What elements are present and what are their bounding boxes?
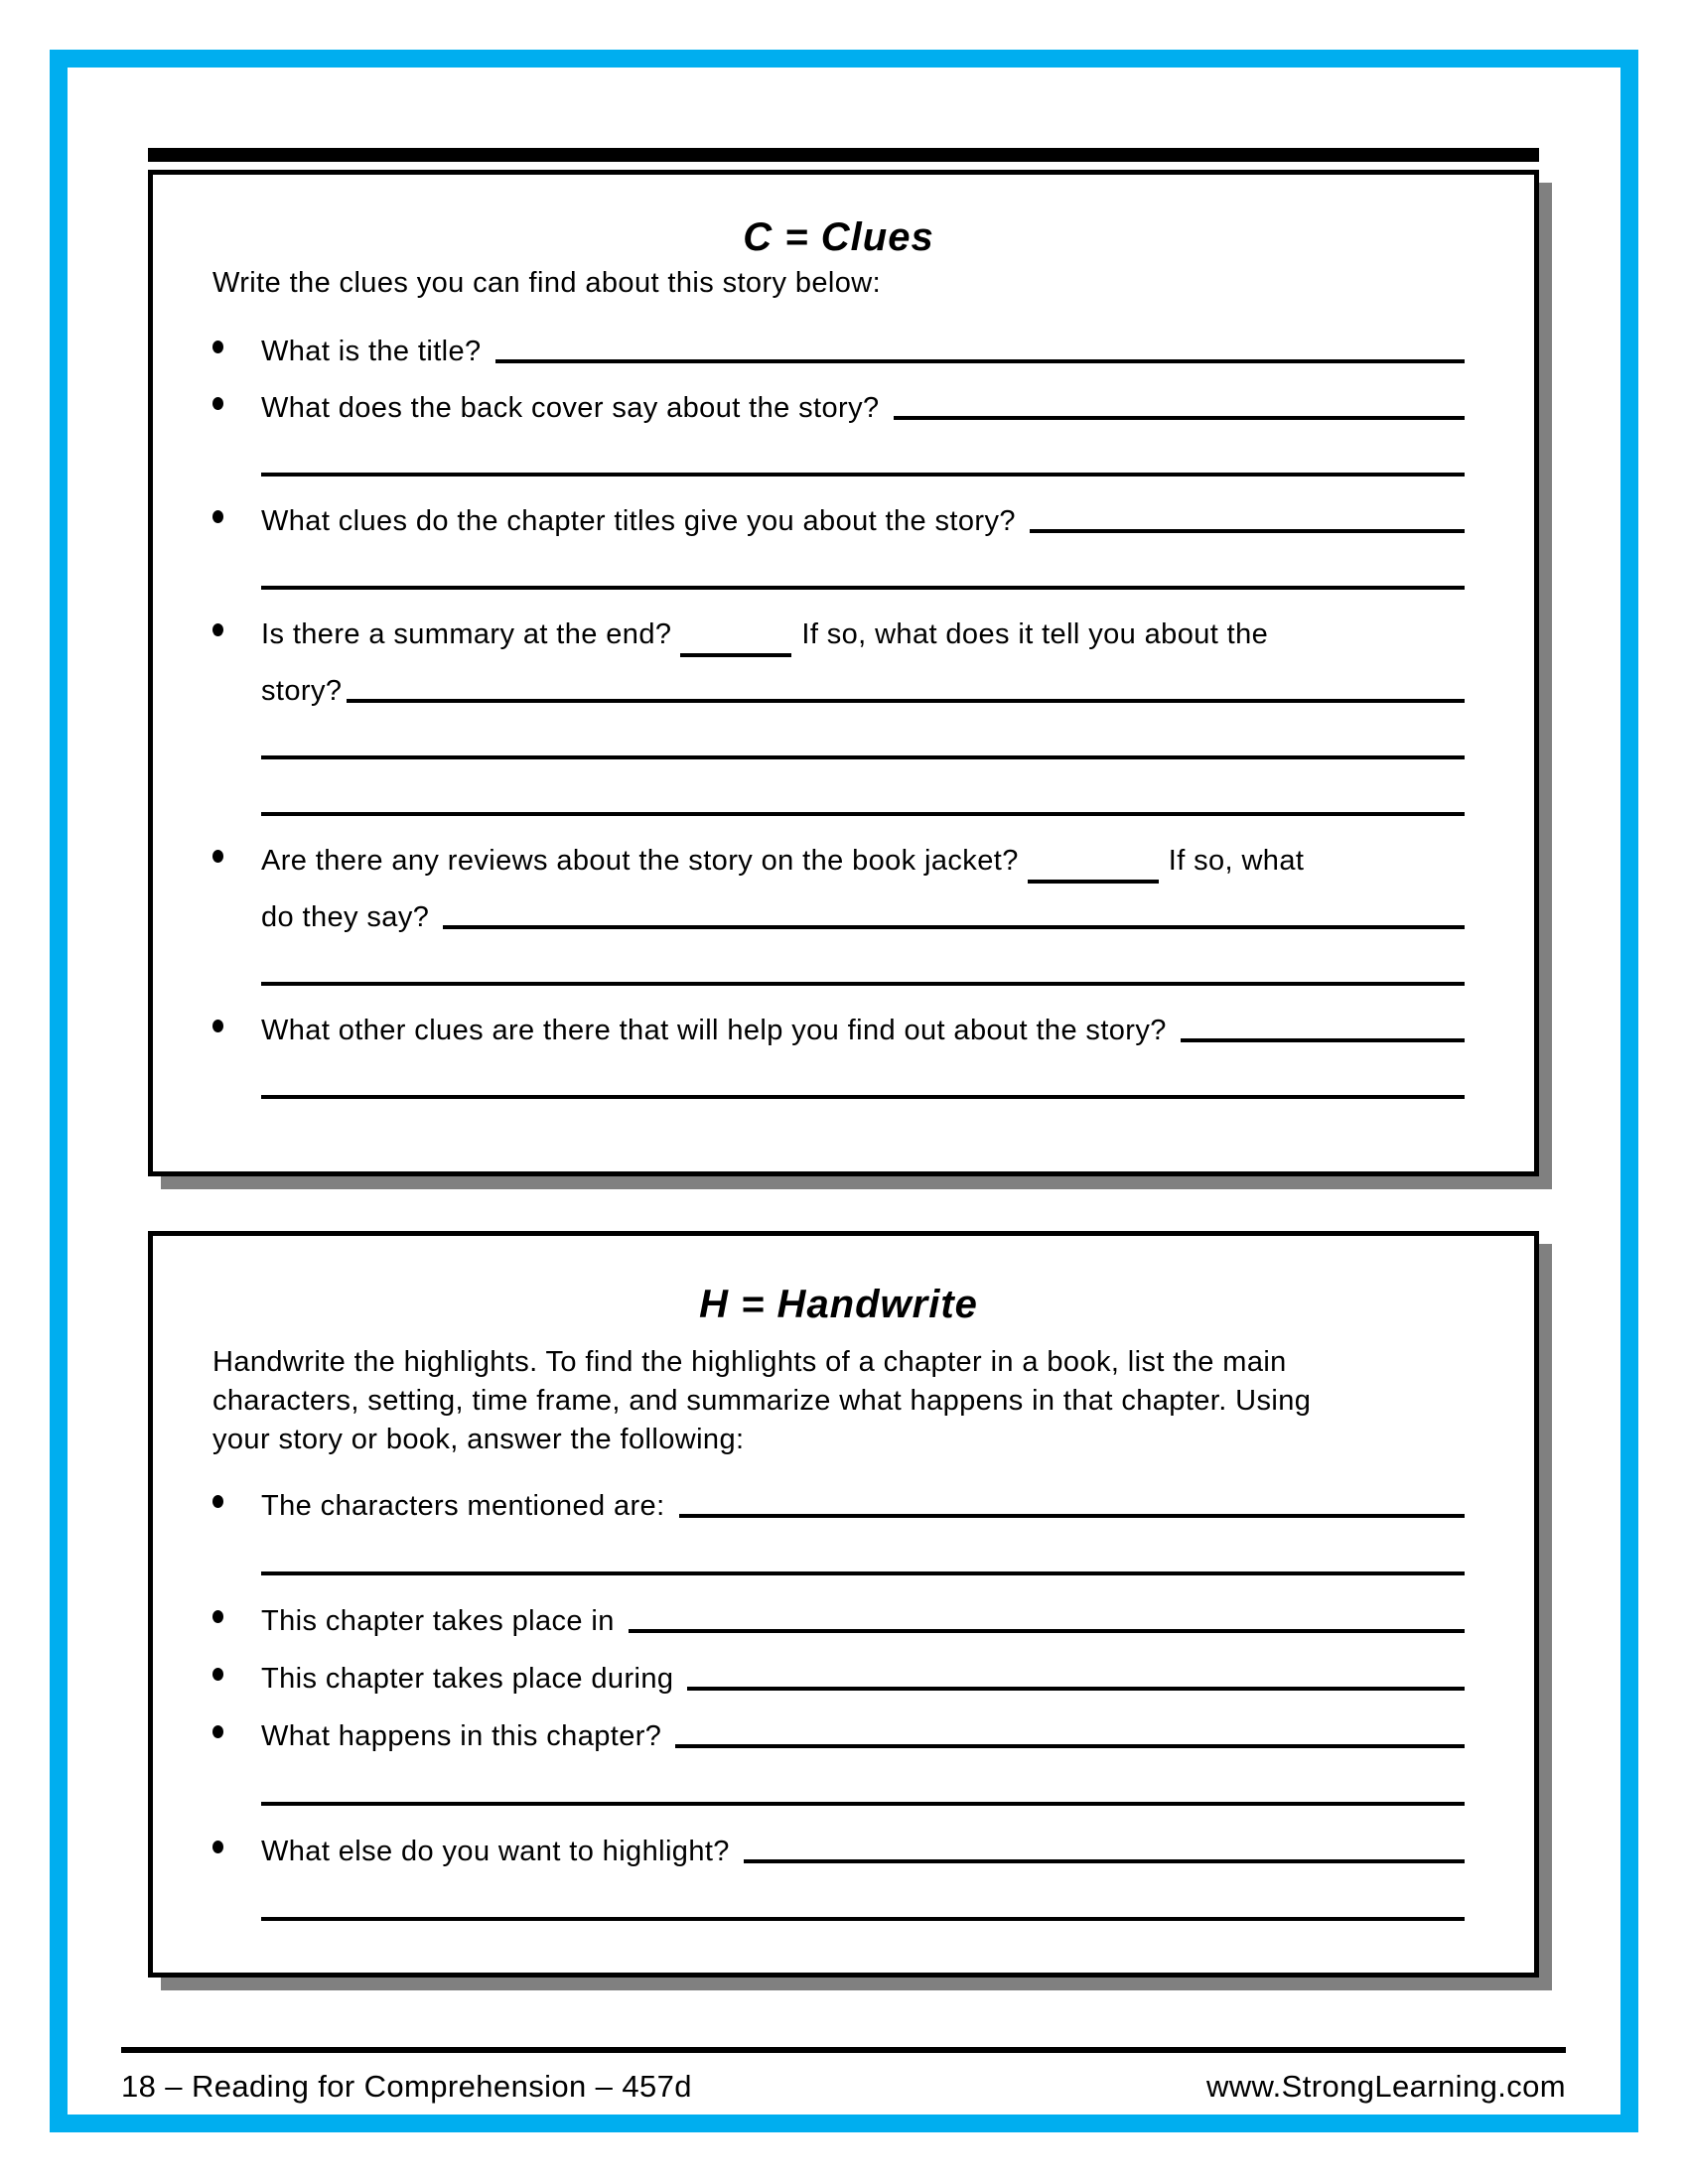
question-row-back-cover	[212, 374, 1465, 431]
answer-continuation-row	[212, 544, 1465, 601]
question-row-other-clues	[212, 997, 1465, 1053]
answer-line[interactable]	[261, 755, 1465, 759]
answer-line[interactable]	[261, 1095, 1465, 1099]
question-label: What happens in this chapter?	[261, 1720, 662, 1752]
answer-line[interactable]	[687, 1687, 1465, 1691]
intro-line: your story or book, answer the following:	[212, 1424, 745, 1455]
answer-continuation-row	[212, 714, 1465, 770]
answer-line[interactable]	[261, 473, 1465, 477]
bullet-icon	[212, 1610, 261, 1644]
answer-line[interactable]	[261, 982, 1465, 986]
footer	[121, 2069, 1566, 2105]
footer-divider	[121, 2047, 1566, 2053]
answer-line[interactable]	[261, 812, 1465, 816]
question-row-reviews	[212, 827, 1465, 884]
answer-continuation-row	[212, 1053, 1465, 1110]
question-label-continued: If so, what does it tell you about the	[801, 618, 1269, 650]
answer-line[interactable]	[443, 925, 1465, 929]
answer-line[interactable]	[261, 586, 1465, 590]
answer-line[interactable]	[261, 1917, 1465, 1921]
answer-line[interactable]	[629, 1629, 1465, 1633]
bullet-icon	[212, 341, 261, 374]
question-row-happens	[212, 1702, 1465, 1759]
answer-continuation-row	[212, 1529, 1465, 1586]
question-row-title	[212, 318, 1465, 374]
handwrite-section	[148, 1231, 1539, 1978]
handwrite-section-intro	[212, 1343, 1465, 1459]
footer-website-link[interactable]: www.StrongLearning.com	[1205, 2069, 1566, 2104]
bullet-icon	[212, 1668, 261, 1702]
question-label-continued: If so, what	[1168, 845, 1305, 877]
clues-question-list	[212, 318, 1465, 1110]
question-label: What clues do the chapter titles give you about the story?	[261, 505, 1016, 537]
intro-line: Handwrite the highlights. To find the highlights of a chapter in a book, list the main	[212, 1346, 1287, 1378]
question-label: What is the title?	[261, 336, 482, 367]
answer-line[interactable]	[261, 1802, 1465, 1806]
question-row-summary	[212, 601, 1465, 657]
answer-line[interactable]	[744, 1859, 1465, 1863]
question-label: Are there any reviews about the story on the book jacket?	[261, 845, 1019, 877]
clues-section	[148, 170, 1539, 1176]
answer-line[interactable]	[347, 699, 1465, 703]
bullet-icon	[212, 1725, 261, 1759]
handwrite-question-list	[212, 1471, 1465, 1932]
answer-line[interactable]	[675, 1744, 1465, 1748]
answer-continuation-row	[212, 1874, 1465, 1932]
answer-line[interactable]	[679, 1514, 1465, 1518]
question-label: This chapter takes place during	[261, 1663, 674, 1695]
short-answer-line[interactable]	[680, 653, 791, 657]
bullet-icon	[212, 623, 261, 657]
footer-page-info: 18 – Reading for Comprehension – 457d	[121, 2069, 692, 2104]
question-label: story?	[261, 675, 343, 707]
question-row-summary-continuation	[212, 657, 1465, 714]
answer-line[interactable]	[894, 416, 1466, 420]
question-row-chapter-titles	[212, 487, 1465, 544]
question-label: do they say?	[261, 901, 430, 933]
bullet-icon	[212, 510, 261, 544]
question-label: Is there a summary at the end?	[261, 618, 672, 650]
answer-line[interactable]	[495, 359, 1465, 363]
top-black-bar	[148, 148, 1539, 162]
handwrite-section-title: H = Handwrite	[699, 1283, 978, 1326]
answer-continuation-row	[212, 431, 1465, 487]
question-row-else-highlight	[212, 1817, 1465, 1874]
bullet-icon	[212, 850, 261, 884]
question-label: What other clues are there that will help you find out about the story?	[261, 1015, 1167, 1046]
question-row-characters	[212, 1471, 1465, 1529]
bullet-icon	[212, 1020, 261, 1053]
answer-continuation-row	[212, 1759, 1465, 1817]
question-row-place-during	[212, 1644, 1465, 1702]
answer-line[interactable]	[1030, 529, 1465, 533]
bullet-icon	[212, 1495, 261, 1529]
clues-section-title: C = Clues	[743, 215, 934, 259]
question-label: What else do you want to highlight?	[261, 1836, 730, 1867]
question-label: The characters mentioned are:	[261, 1490, 665, 1522]
short-answer-line[interactable]	[1028, 880, 1159, 884]
answer-line[interactable]	[1181, 1038, 1465, 1042]
intro-line: characters, setting, time frame, and summarize what happens in that chapter. Using	[212, 1385, 1312, 1417]
question-row-place-in	[212, 1586, 1465, 1644]
question-row-reviews-continuation	[212, 884, 1465, 940]
answer-continuation-row	[212, 770, 1465, 827]
clues-section-intro: Write the clues you can find about this story below:	[212, 267, 882, 299]
question-label: What does the back cover say about the story?	[261, 392, 880, 424]
question-label: This chapter takes place in	[261, 1605, 615, 1637]
answer-line[interactable]	[261, 1571, 1465, 1575]
answer-continuation-row	[212, 940, 1465, 997]
bullet-icon	[212, 397, 261, 431]
bullet-icon	[212, 1841, 261, 1874]
